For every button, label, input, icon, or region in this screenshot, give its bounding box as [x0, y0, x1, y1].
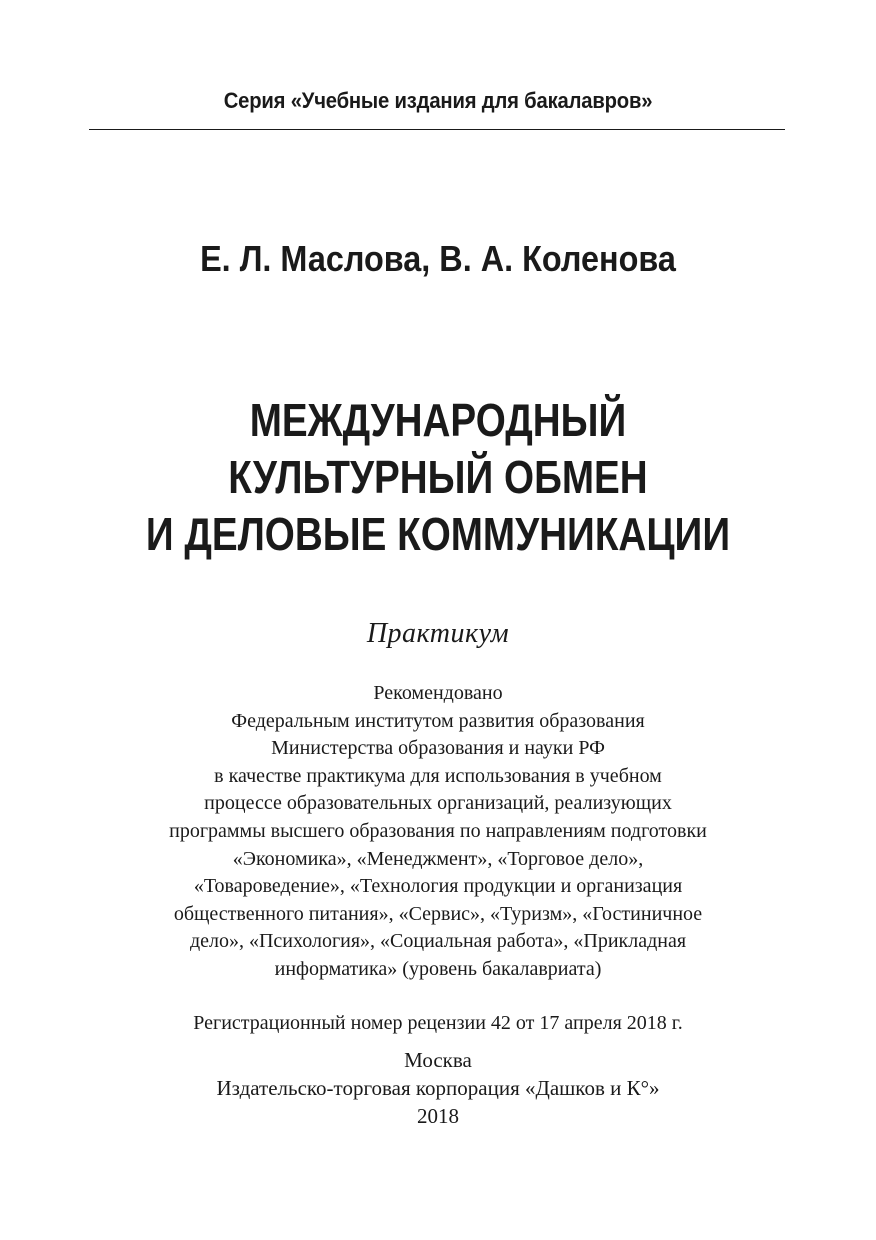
recommendation-line: общественного питания», «Сервис», «Туризм», «Гостиничное [173, 902, 703, 925]
authors: Е. Л. Маслова, В. А. Коленова [200, 238, 676, 279]
imprint-publisher: Издательско-торговая корпорация «Дашков и К°» [216, 1076, 660, 1100]
registration-number: Регистрационный номер рецензии 42 от 17 апреля 2018 г. [193, 1012, 683, 1034]
book-title [70, 392, 806, 563]
recommendation-line: программы высшего образования по направлениям подготовки [169, 819, 707, 842]
imprint [0, 1046, 876, 1130]
recommendation-line: информатика» (уровень бакалавриата) [274, 957, 602, 980]
recommendation-line: Министерства образования и науки РФ [271, 737, 605, 760]
recommendation-line: «Товароведение», «Технология продукции и организация [193, 875, 683, 898]
recommendation-line: дело», «Психология», «Социальная работа», «Прикладная [189, 930, 687, 953]
imprint-city: Москва [404, 1048, 472, 1072]
title-line: МЕЖДУНАРОДНЫЙ [249, 394, 627, 446]
title-line: КУЛЬТУРНЫЙ ОБМЕН [228, 451, 648, 503]
header-rule [89, 129, 785, 130]
subtitle: Практикум [366, 618, 510, 649]
title-line: И ДЕЛОВЫЕ КОММУНИКАЦИИ [145, 508, 731, 560]
recommendation-block [0, 680, 876, 984]
imprint-year: 2018 [417, 1104, 459, 1128]
recommendation-line: процессе образовательных организаций, реализующих [204, 792, 672, 815]
recommendation-line: в качестве практикума для использования в учебном [214, 764, 662, 787]
recommendation-line: Федеральным институтом развития образования [231, 709, 645, 732]
series-title: Серия «Учебные издания для бакалавров» [223, 88, 653, 113]
recommendation-line: «Экономика», «Менеджмент», «Торговое дело», [232, 847, 644, 870]
recommendation-line: Рекомендовано [373, 682, 503, 704]
